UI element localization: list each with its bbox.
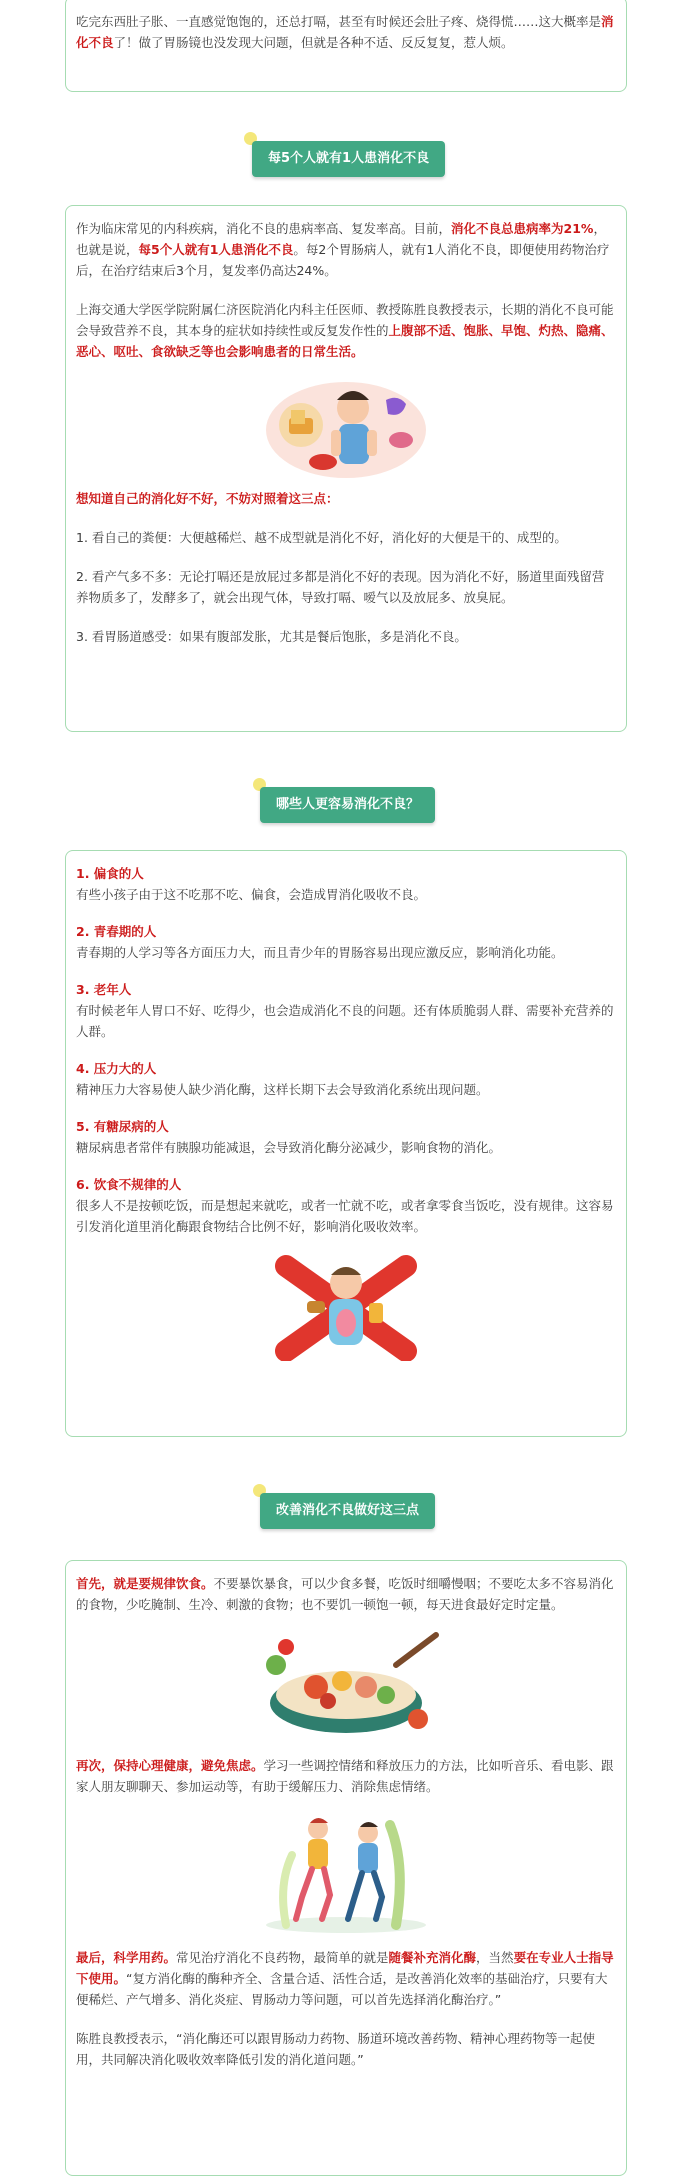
risk-item: 5. 有糖尿病的人 糖尿病患者常伴有胰腺功能减退，会导致消化酶分泌减少，影响食物的消化。 (76, 1119, 502, 1155)
section-badge-improvement: 改善消化不良做好这三点 (260, 1493, 435, 1529)
jogging-illustration (76, 1807, 616, 1937)
risk-item: 3. 老年人 有时候老年人胃口不好、吃得少，也会造成消化不良的问题。还有体质脆弱人群、需要补充营养的人群。 (76, 982, 614, 1039)
expert-paragraph: 上海交通大学医学院附属仁济医院消化内科主任医师、教授陈胜良教授表示，长期的消化不良可能会导致营养不良，其本身的症状如持续性或反复发作性的上腹部不适、饱胀、早饱、灼热、隐痛、恶心、呕吐、食欲缺乏等也会影响患者的日常生活。 (76, 302, 614, 359)
section-badge-risk-groups: 哪些人更容易消化不良？ (260, 787, 435, 823)
expert-quote: 陈胜良教授表示，“消化酶还可以跟胃肠动力药物、肠道环境改善药物、精神心理药物等一起使用，共同解决消化吸收效率降低引发的消化道问题。” (76, 2031, 595, 2067)
stomach-ache-illustration (76, 370, 616, 480)
check-item: 2. 看产气多不多：无论打嗝还是放屁过多都是消化不好的表现。因为消化不好，肠道里面残留营养物质多了，发酵多了，就会出现气体，导致打嗝、嗳气以及放屁多、放臭屁。 (76, 569, 605, 605)
check-item: 3. 看胃肠道感受：如果有腹部发胀，尤其是餐后饱胀，多是消化不良。 (76, 629, 467, 644)
section-badge-prevalence: 每5个人就有1人患消化不良 (252, 141, 445, 177)
risk-item: 1. 偏食的人 有些小孩子由于这不吃那不吃、偏食，会造成胃消化吸收不良。 (76, 866, 427, 902)
risk-groups-card (65, 850, 627, 1437)
tip-medication: 最后，科学用药。常见治疗消化不良药物，最简单的就是随餐补充消化酶，当然要在专业人士指导下使用。“复方消化酶的酶种齐全、含量合适、活性合适，是改善消化效率的基础治疗，只要有大便稀烂、产气增多、消化炎症、胃肠动力等问题，可以首先选择消化酶治疗。” (76, 1950, 614, 2007)
risk-item: 2. 青春期的人 青春期的人学习等各方面压力大，而且青少年的胃肠容易出现应激反应，影响消化功能。 (76, 924, 564, 960)
prevalence-card (65, 205, 627, 732)
check-item: 1. 看自己的粪便：大便越稀烂、越不成型就是消化不好，消化好的大便是干的、成型的。 (76, 530, 567, 545)
check-heading: 想知道自己的消化好不好，不妨对照着这三点： (76, 491, 339, 506)
intro-card (65, 0, 627, 92)
irregular-eating-illustration (76, 1251, 616, 1361)
prevalence-paragraph: 作为临床常见的内科疾病，消化不良的患病率高、复发率高。目前，消化不良总患病率为21%，也就是说，每5个人就有1人患消化不良。每2个胃肠病人，就有1人消化不良，即便使用药物治疗后，在治疗结束后3个月，复发率仍高达24%。 (76, 221, 610, 278)
intro-paragraph: 吃完东西肚子胀、一直感觉饱饱的，还总打嗝，甚至有时候还会肚子疼、烧得慌……这大概率是消化不良了！做了胃肠镜也没发现大问题，但就是各种不适、反反复复，惹人烦。 (76, 14, 614, 50)
risk-item: 4. 压力大的人 精神压力大容易使人缺少消化酶，这样长期下去会导致消化系统出现问题。 (76, 1061, 489, 1097)
food-illustration (76, 1625, 616, 1745)
tip-regular-diet: 首先，就是要规律饮食。不要暴饮暴食，可以少食多餐，吃饭时细嚼慢咽；不要吃太多不容易消化的食物，少吃腌制、生冷、刺激的食物；也不要饥一顿饱一顿，每天进食最好定时定量。 (76, 1576, 614, 1612)
tip-mental-health: 再次，保持心理健康，避免焦虑。学习一些调控情绪和释放压力的方法，比如听音乐、看电影、跟家人朋友聊聊天、参加运动等，有助于缓解压力、消除焦虑情绪。 (76, 1758, 614, 1794)
risk-item: 6. 饮食不规律的人 很多人不是按顿吃饭，而是想起来就吃，或者一忙就不吃，或者拿零食当饭吃，没有规律。这容易引发消化道里消化酶跟食物结合比例不好，影响消化吸收效率。 (76, 1177, 614, 1234)
improvement-card (65, 1560, 627, 2176)
